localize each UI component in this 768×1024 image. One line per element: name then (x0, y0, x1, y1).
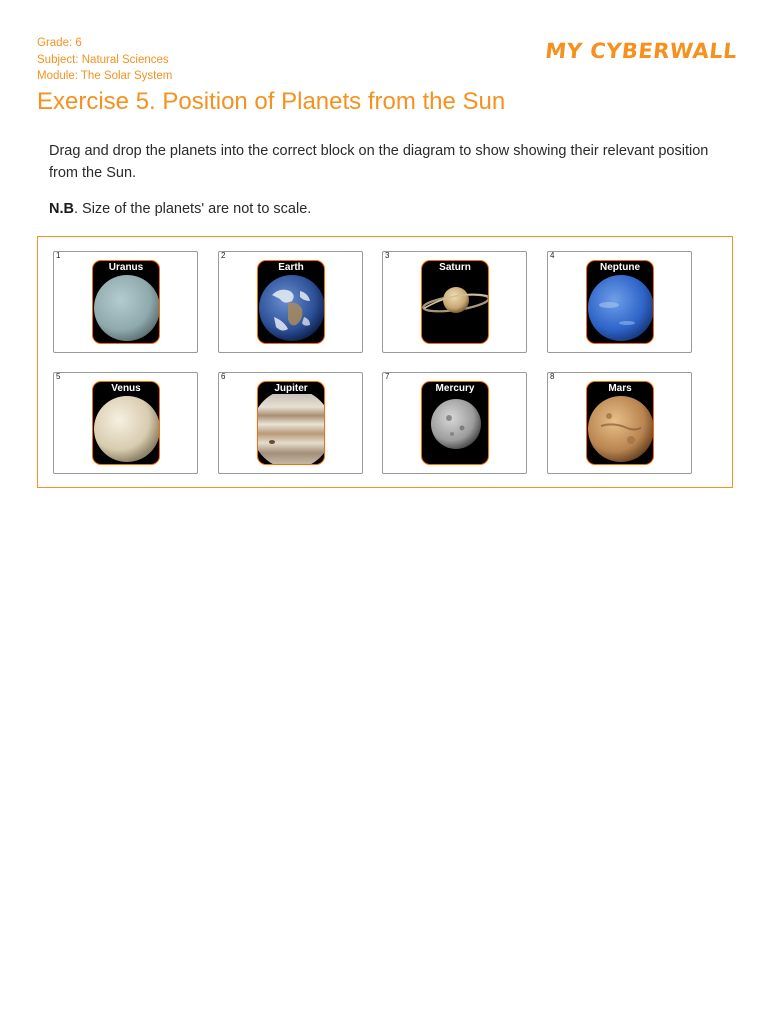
planet-label: Mars (608, 383, 632, 394)
planet-label: Neptune (600, 262, 640, 273)
slot-number: 2 (221, 251, 226, 260)
planet-card-earth[interactable] (257, 260, 325, 344)
scale-note (49, 199, 311, 220)
planet-label: Venus (111, 383, 141, 394)
drop-slot-2[interactable] (218, 251, 363, 353)
planet-card-uranus[interactable] (92, 260, 160, 344)
slot-number: 4 (550, 251, 555, 260)
note-text: . Size of the planets' are not to scale. (73, 201, 312, 217)
instructions-text: Drag and drop the planets into the correct block on the diagram to show showing their relevant position from the Sun. (49, 143, 709, 181)
drop-slot-7[interactable] (382, 372, 527, 474)
planet-diagram-board (37, 236, 733, 488)
brand-logo: MY CYBERWALL (544, 39, 739, 63)
slot-number: 6 (221, 372, 226, 381)
drop-slot-3[interactable] (382, 251, 527, 353)
planet-label: Earth (278, 262, 304, 273)
planet-card-neptune[interactable] (586, 260, 654, 344)
slot-number: 8 (550, 372, 555, 381)
neptune-icon (587, 273, 654, 344)
planet-label: Jupiter (274, 383, 308, 394)
uranus-icon (93, 273, 160, 344)
planet-card-jupiter[interactable] (257, 381, 325, 465)
note-bold-label: N.B (49, 201, 74, 217)
planet-card-mercury[interactable] (421, 381, 489, 465)
planet-card-saturn[interactable] (421, 260, 489, 344)
lesson-meta (37, 35, 172, 85)
drop-slot-5[interactable] (53, 372, 198, 474)
module-label: Module: The Solar System (37, 70, 173, 83)
grade-label: Grade: 6 (37, 37, 82, 49)
drop-slot-6[interactable] (218, 372, 363, 474)
mercury-icon (422, 394, 489, 465)
jupiter-icon (258, 394, 325, 465)
planet-card-mars[interactable] (586, 381, 654, 465)
venus-icon (93, 394, 160, 465)
drop-slot-4[interactable] (547, 251, 692, 353)
drop-slot-8[interactable] (547, 372, 692, 474)
page-title: Exercise 5. Position of Planets from the Sun (37, 88, 506, 115)
planet-card-venus[interactable] (92, 381, 160, 465)
planet-label: Uranus (108, 262, 144, 273)
drop-slot-1[interactable] (53, 251, 198, 353)
slot-number: 5 (56, 372, 61, 381)
slot-number: 1 (56, 251, 61, 260)
slot-number: 7 (385, 372, 390, 381)
earth-icon (258, 273, 325, 344)
saturn-icon (422, 273, 489, 344)
subject-label: Subject: Natural Sciences (37, 53, 169, 66)
slot-number: 3 (385, 251, 390, 260)
mars-icon (587, 394, 654, 465)
planet-label: Mercury (435, 383, 475, 394)
planet-label: Saturn (439, 262, 471, 273)
